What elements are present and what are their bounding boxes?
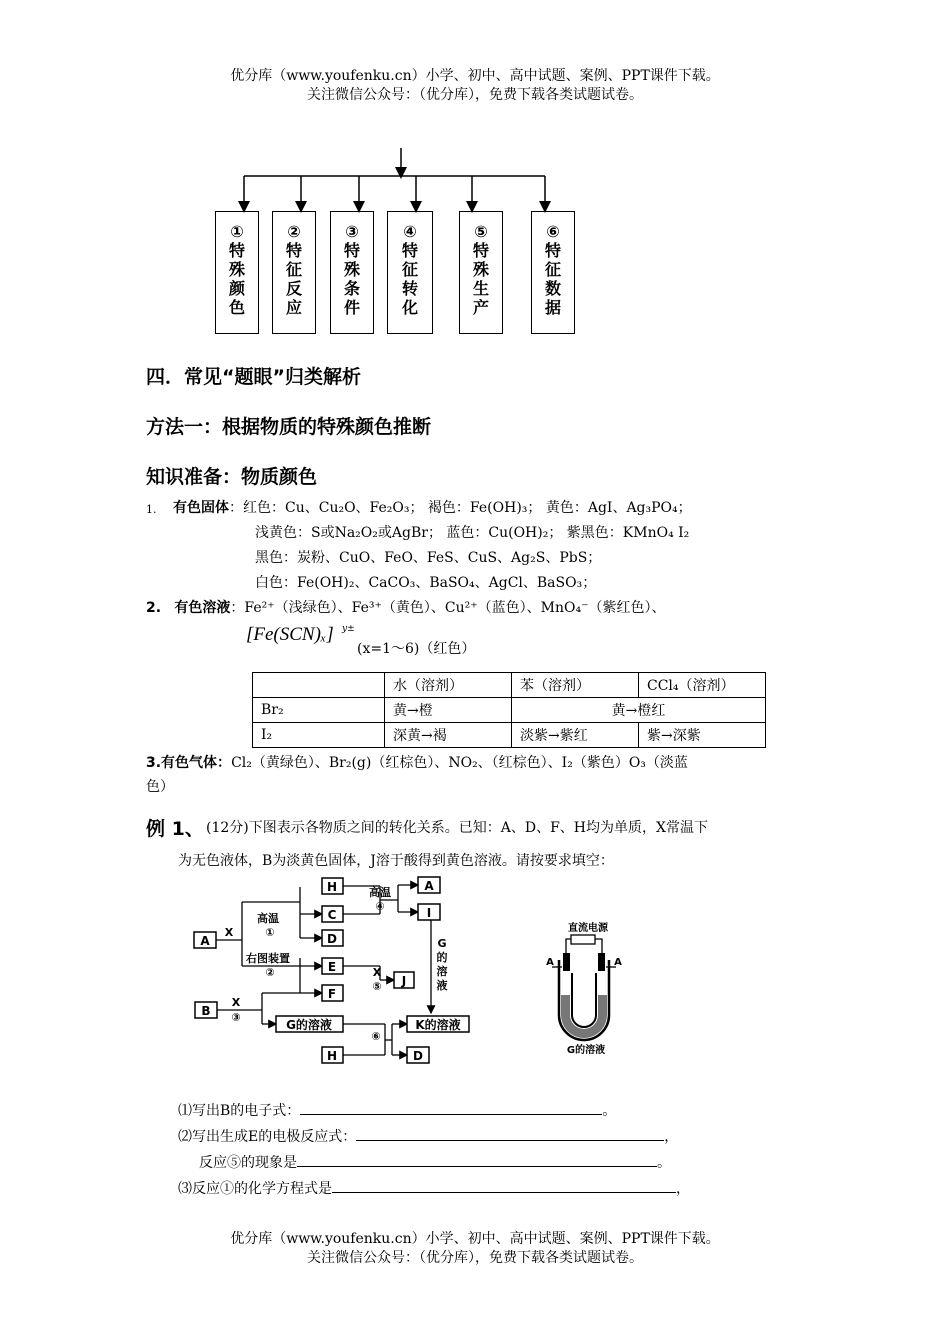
node-k-solution: K的溶液: [415, 1018, 461, 1032]
tree-box-text: 特征反应: [285, 241, 302, 317]
question-2: [178, 1126, 678, 1148]
answer-blank-2[interactable]: [356, 1126, 664, 1141]
table-header-cell: CCl₄（溶剂）: [639, 673, 766, 698]
tree-box-text: 特征数据: [544, 241, 561, 317]
node-d: D: [327, 932, 337, 946]
table-cell: 黄→橙: [385, 698, 512, 723]
solids-row-4: 白色：Fe(OH)₂、CaCO₃、BaSO₄、AgCl、BaSO₃；: [255, 575, 597, 591]
electrode-right-label: A: [614, 957, 622, 968]
complex-note: (x=1～6)（红色）: [357, 641, 476, 657]
node-f: F: [327, 987, 337, 1001]
table-cell: I₂: [253, 723, 385, 748]
node-h: H: [326, 880, 338, 894]
node-b: B: [201, 1004, 211, 1018]
electrode-left-label: A: [546, 957, 554, 968]
label-x-5: X: [372, 966, 382, 979]
tree-box-num: ③: [345, 222, 359, 241]
question-4-text: ⑶反应①的化学方程式是: [178, 1181, 332, 1197]
tree-box-text: 特殊条件: [343, 241, 360, 317]
answer-blank-4[interactable]: [332, 1178, 676, 1193]
electrolysis-apparatus: [540, 915, 640, 1060]
node-j: J: [401, 974, 407, 988]
tree-box-num: ④: [403, 222, 417, 241]
answer-blank-3[interactable]: [297, 1152, 657, 1167]
tree-box-num: ①: [230, 222, 244, 241]
answer-blank-1[interactable]: [300, 1100, 602, 1115]
question-2-end: ，: [664, 1129, 679, 1145]
label-circle-1: ①: [265, 926, 275, 939]
section-title: 四．常见“题眼”归类解析: [146, 366, 361, 388]
label-device: 右图装置: [246, 952, 290, 965]
tree-box-text: 特殊生产: [472, 241, 489, 317]
table-cell: Br₂: [253, 698, 385, 723]
node-h-2: H: [326, 1049, 338, 1063]
table-cell: 淡紫→紫红: [512, 723, 639, 748]
power-supply-label: 直流电源: [568, 923, 608, 934]
method-title: 方法一：根据物质的特殊颜色推断: [146, 416, 432, 438]
solids-row-2: 浅黄色：S或Na₂O₂或AgBr； 蓝色：Cu(OH)₂； 紫黑色：KMnO₄ I₂: [255, 525, 690, 541]
tree-box-num: ⑥: [546, 222, 560, 241]
question-3: [199, 1152, 671, 1174]
tree-box-text: 特殊颜色: [228, 241, 245, 317]
tree-box-num: ②: [287, 222, 301, 241]
solids-label: 有色固体: [173, 500, 229, 516]
question-3-text: 反应⑤的现象是: [199, 1155, 297, 1171]
question-3-end: 。: [657, 1155, 671, 1171]
label-circle-5: ⑤: [372, 980, 382, 993]
label-circle-3: ③: [231, 1011, 241, 1024]
footer-line-2: 关注微信公众号：（优分库），免费下载各类试题试卷。: [307, 1250, 643, 1266]
question-1-end: 。: [602, 1103, 617, 1119]
node-a: A: [200, 934, 210, 948]
header-line-2: 关注微信公众号：（优分库），免费下载各类试题试卷。: [307, 87, 643, 103]
example-text-2: 为无色液体，B为淡黄色固体，J溶于酸得到黄色溶液。请按要求填空：: [178, 853, 614, 869]
tree-box-text: 特征转化: [401, 241, 418, 317]
label-g-1: G: [437, 937, 447, 950]
gases-text-2: 色）: [146, 779, 174, 795]
node-i: I: [426, 906, 432, 920]
table-header-cell: 苯（溶剂）: [512, 673, 639, 698]
table-header-cell: 水（溶剂）: [385, 673, 512, 698]
label-circle-2: ②: [265, 966, 275, 979]
example-text-1: (12分)下图表示各物质之间的转化关系。已知：A、D、F、H均为单质，X常温下: [206, 820, 708, 836]
question-1: [178, 1100, 616, 1122]
complex-charge: y±: [342, 624, 355, 634]
gases-label: 3.有色气体：: [146, 755, 232, 771]
label-g-4: 液: [436, 979, 448, 992]
question-2-text: ⑵写出生成E的电极反应式：: [178, 1129, 357, 1145]
solution-fill: [561, 995, 607, 1038]
knowledge-title: 知识准备：物质颜色: [146, 466, 318, 488]
label-gaowen-1: 高温: [257, 912, 279, 925]
node-a-2: A: [424, 879, 434, 893]
solids-row-1: ：红色：Cu、Cu₂O、Fe₂O₃； 褐色：Fe(OH)₃； 黄色：AgI、Ag₃PO₄；: [229, 500, 692, 516]
example-label: 例 1、: [146, 818, 204, 840]
gases-text-1: Cl₂（黄绿色）、Br₂(g)（红棕色）、NO₂、（红棕色）、I₂（紫色）O₃（淡蓝: [231, 755, 688, 771]
electrode-left-icon: [563, 953, 570, 971]
footer-line-1: 优分库（www.youfenku.cn）小学、初中、高中试题、案例、PPT课件下载。: [230, 1231, 720, 1247]
solids-number: 1.: [146, 503, 157, 516]
label-x-3: X: [231, 996, 241, 1009]
label-circle-4: ④: [375, 900, 385, 913]
node-g-solution: G的溶液: [286, 1018, 332, 1032]
question-4-end: ，: [676, 1181, 690, 1197]
complex-formula: [Fe(SCN)ₓ]: [246, 624, 334, 645]
solutions-label: 有色溶液: [174, 600, 231, 616]
label-g-3: 溶: [436, 965, 448, 978]
electrode-right-icon: [598, 953, 605, 971]
table-cell: 深黄→褐: [385, 723, 512, 748]
header-line-1: 优分库（www.youfenku.cn）小学、初中、高中试题、案例、PPT课件下载。: [230, 68, 720, 84]
node-e: E: [327, 960, 337, 974]
question-4: [178, 1178, 690, 1200]
label-circle-6: ⑥: [371, 1030, 381, 1043]
table-cell: 黄→橙红: [512, 698, 766, 723]
label-g-2: 的: [436, 951, 448, 964]
solutions-number: 2.: [146, 600, 162, 616]
question-1-text: ⑴写出B的电子式：: [178, 1103, 301, 1119]
node-d-2: D: [413, 1049, 423, 1063]
table-cell: 紫→深紫: [639, 723, 766, 748]
node-c: C: [327, 908, 337, 922]
power-supply-icon: [571, 935, 595, 944]
label-gaowen-4: 高温: [369, 886, 391, 899]
tree-box-num: ⑤: [474, 222, 488, 241]
apparatus-caption: G的溶液: [566, 1045, 606, 1056]
label-x-1: X: [224, 926, 234, 939]
solutions-text: ：Fe²⁺（浅绿色）、Fe³⁺（黄色）、Cu²⁺（蓝色）、MnO₄⁻（紫红色）、: [230, 600, 666, 616]
solids-row-3: 黑色：炭粉、CuO、FeO、FeS、CuS、Ag₂S、PbS；: [255, 550, 602, 566]
